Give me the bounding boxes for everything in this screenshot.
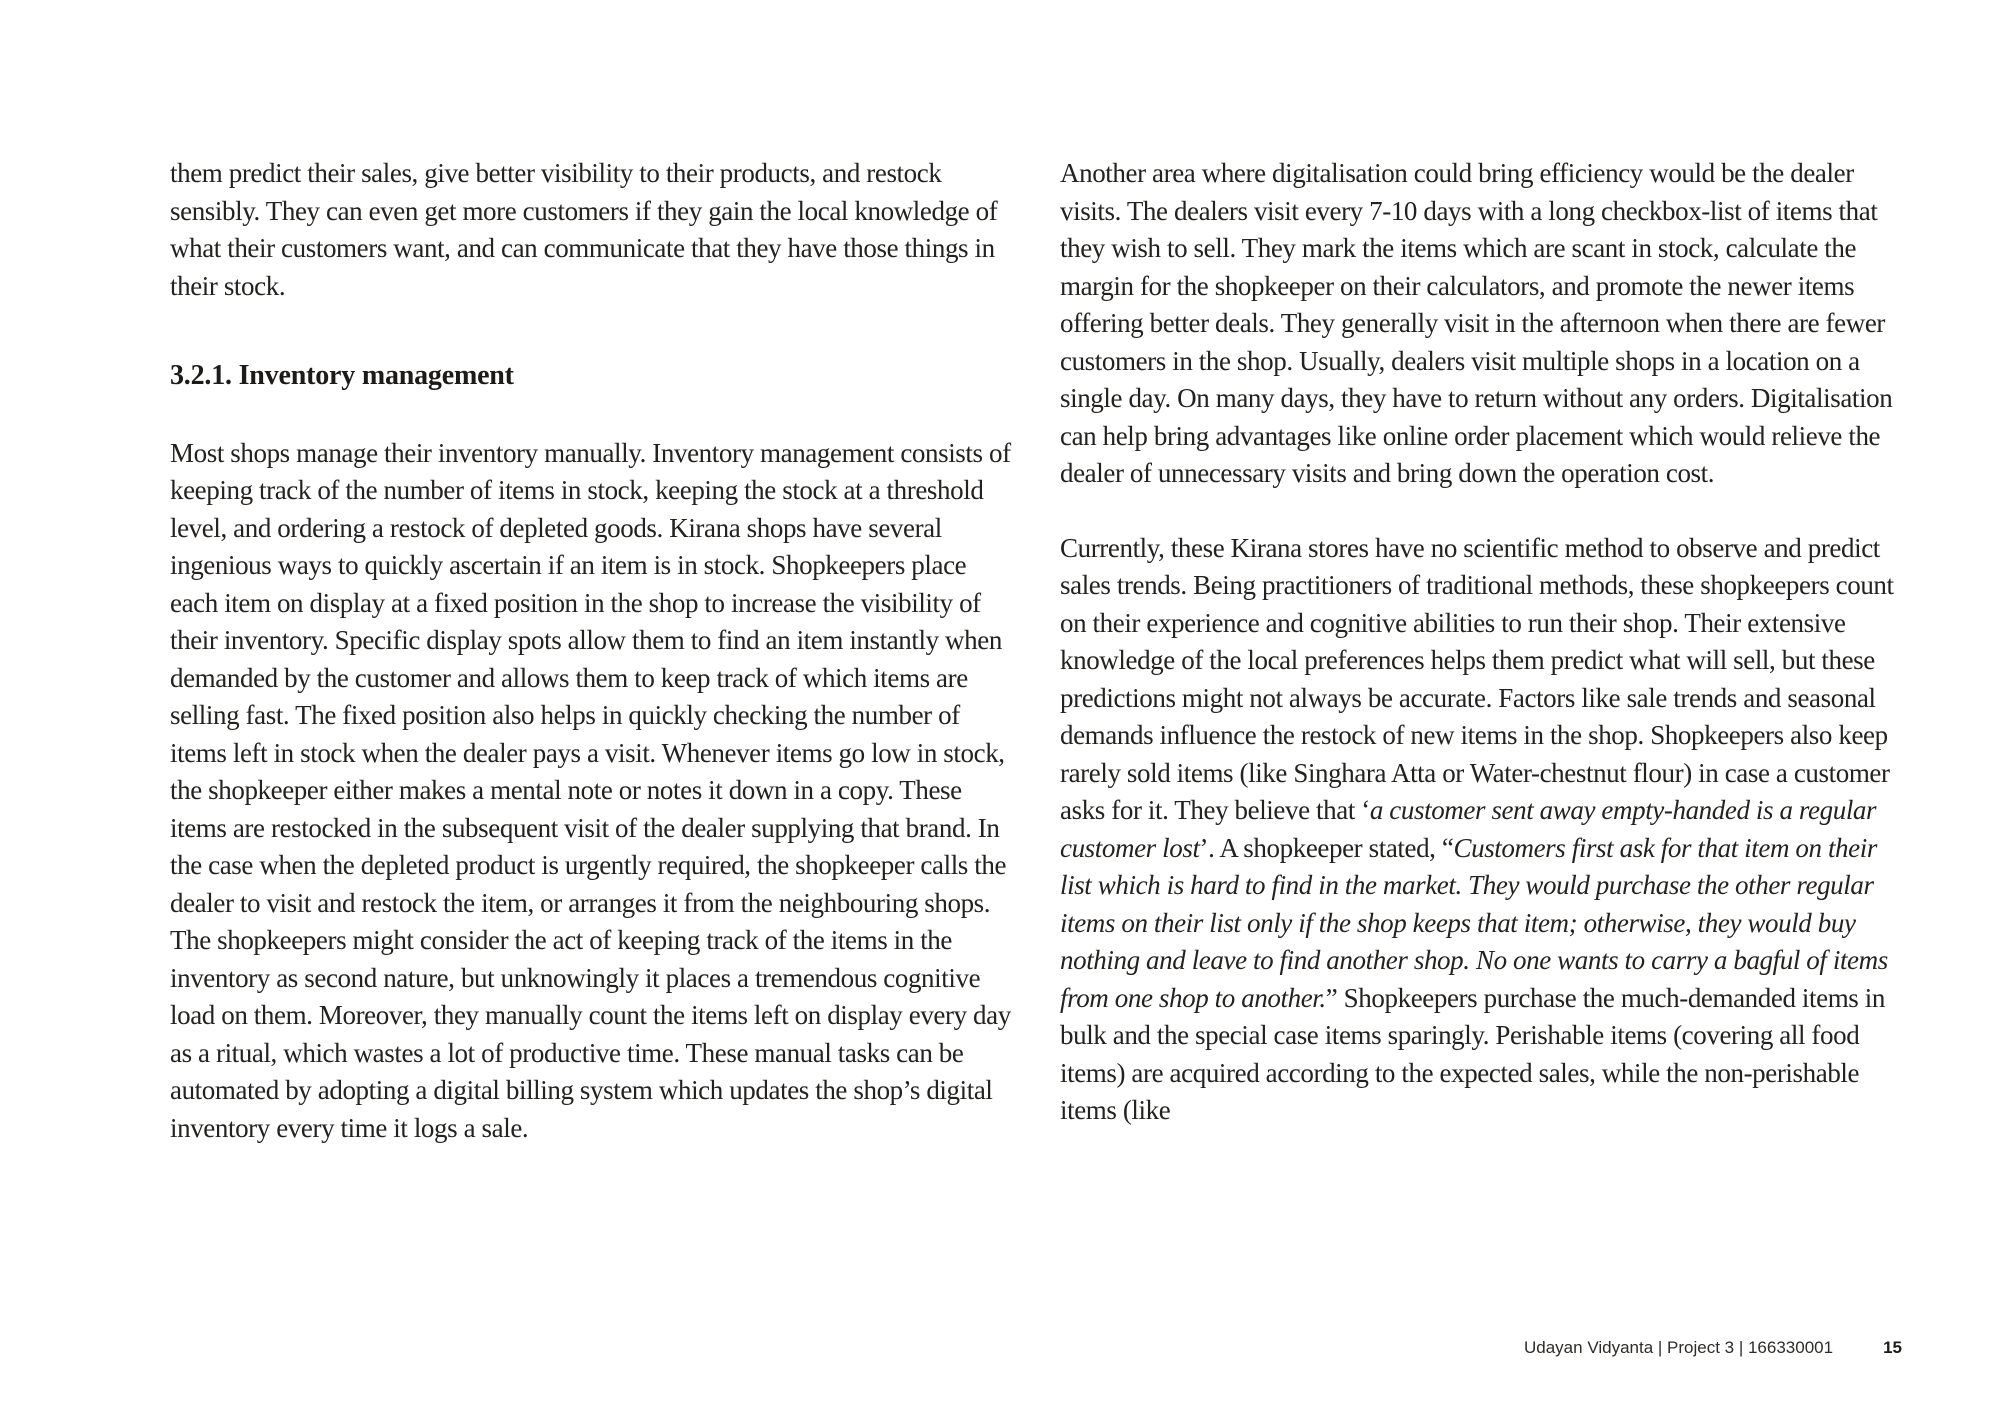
paragraph-dealer-visits: Another area where digitalisation could bring efficiency would be the dealer visits. The dealers visit every 7-10 days with a long checkbox-list of items that they wish to sell. They mark the items which are scant in stock, calculate the margin for the shopkeeper on their calculators, and promote the newer items offering better deals. They generally visit in the afternoon when there are fewer customers in the shop. Usually, dealers visit multiple shops in a location on a single day. On many days, they have to return without any orders. Digitalisation can help bring advantages like online order placement which would relieve the dealer of unnecessary visits and bring down the operation cost. bbox=[1060, 158, 1893, 488]
quote-connector: ’. A shopkeeper stated, “ bbox=[1199, 832, 1454, 863]
left-column bbox=[170, 155, 1018, 1147]
paragraph-digitalisation-benefits: them predict their sales, give better visibility to their products, and restock sensibly. They can even get more customers if they gain the local knowledge of what their customers want, and can communicate that they have those things in their stock. bbox=[170, 158, 998, 301]
shopkeeper-statement-quote: Customers first ask for that item on their list which is hard to find in the market. They would purchase the other regular items on their list only if the shop keeps that item; otherwise, they would buy nothing and leave to find another shop. No one wants to carry a bagful of items from one shop to another. bbox=[1060, 832, 1888, 1013]
section-heading-inventory-management: 3.2.1. Inventory management bbox=[170, 360, 514, 391]
paragraph-inventory-management: Most shops manage their inventory manually. Inventory management consists of keeping track of the number of items in stock, keeping the stock at a threshold level, and ordering a restock of depleted goods. Kirana shops have several ingenious ways to quickly ascertain if an item is in stock. Shopkeepers place each item on display at a fixed position in the shop to increase the visibility of their inventory. Specific display spots allow them to find an item instantly when demanded by the customer and allows them to keep track of which items are selling fast. The fixed position also helps in quickly checking the number of items left in stock when the dealer pays a visit. Whenever items go low in stock, the shopkeeper either makes a mental note or notes it down in a copy. These items are restocked in the subsequent visit of the dealer supplying that brand. In the case when the depleted product is urgently required, the shopkeeper calls the dealer to visit and restock the item, or arranges it from the neighbouring shops. The shopkeepers might consider the act of keeping track of the items in the inventory as second nature, but unknowingly it places a tremendous cognitive load on them. Moreover, they manually count the items left on display every day as a ritual, which wastes a lot of productive time. These manual tasks can be automated by adopting a digital billing system which updates the shop’s digital inventory every time it logs a sale. bbox=[170, 437, 1011, 1143]
right-column bbox=[1060, 155, 1900, 1130]
page-number: 15 bbox=[1883, 1338, 1902, 1357]
footer-credit: Udayan Vidyanta | Project 3 | 166330001 bbox=[1524, 1338, 1834, 1357]
page-footer bbox=[1524, 1338, 1902, 1358]
paragraph-lead-in: Currently, these Kirana stores have no scientific method to observe and predict sales trends. Being practitioners of traditional methods, these shopkeepers count on their experience and cognitive abilities to run their shop. Their extensive knowledge of the local preferences helps them predict what will sell, but these predictions might not always be accurate. Factors like sale trends and seasonal demands influence the restock of new items in the shop. Shopkeepers also keep rarely sold items (like Singhara Atta or Water-chestnut flour) in case a customer asks for it. They believe that ‘ bbox=[1060, 532, 1894, 825]
shopkeeper-belief-quote: a customer sent away empty-handed is a regular customer lost bbox=[1060, 795, 1877, 863]
paragraph-sales-trends bbox=[1060, 530, 1900, 1130]
paragraph-continuation: ” Shopkeepers purchase the much-demanded items in bulk and the special case items sparingly. Perishable items (covering all food items) are acquired according to the expected sales, while the non-perishable items (like bbox=[1060, 982, 1885, 1125]
